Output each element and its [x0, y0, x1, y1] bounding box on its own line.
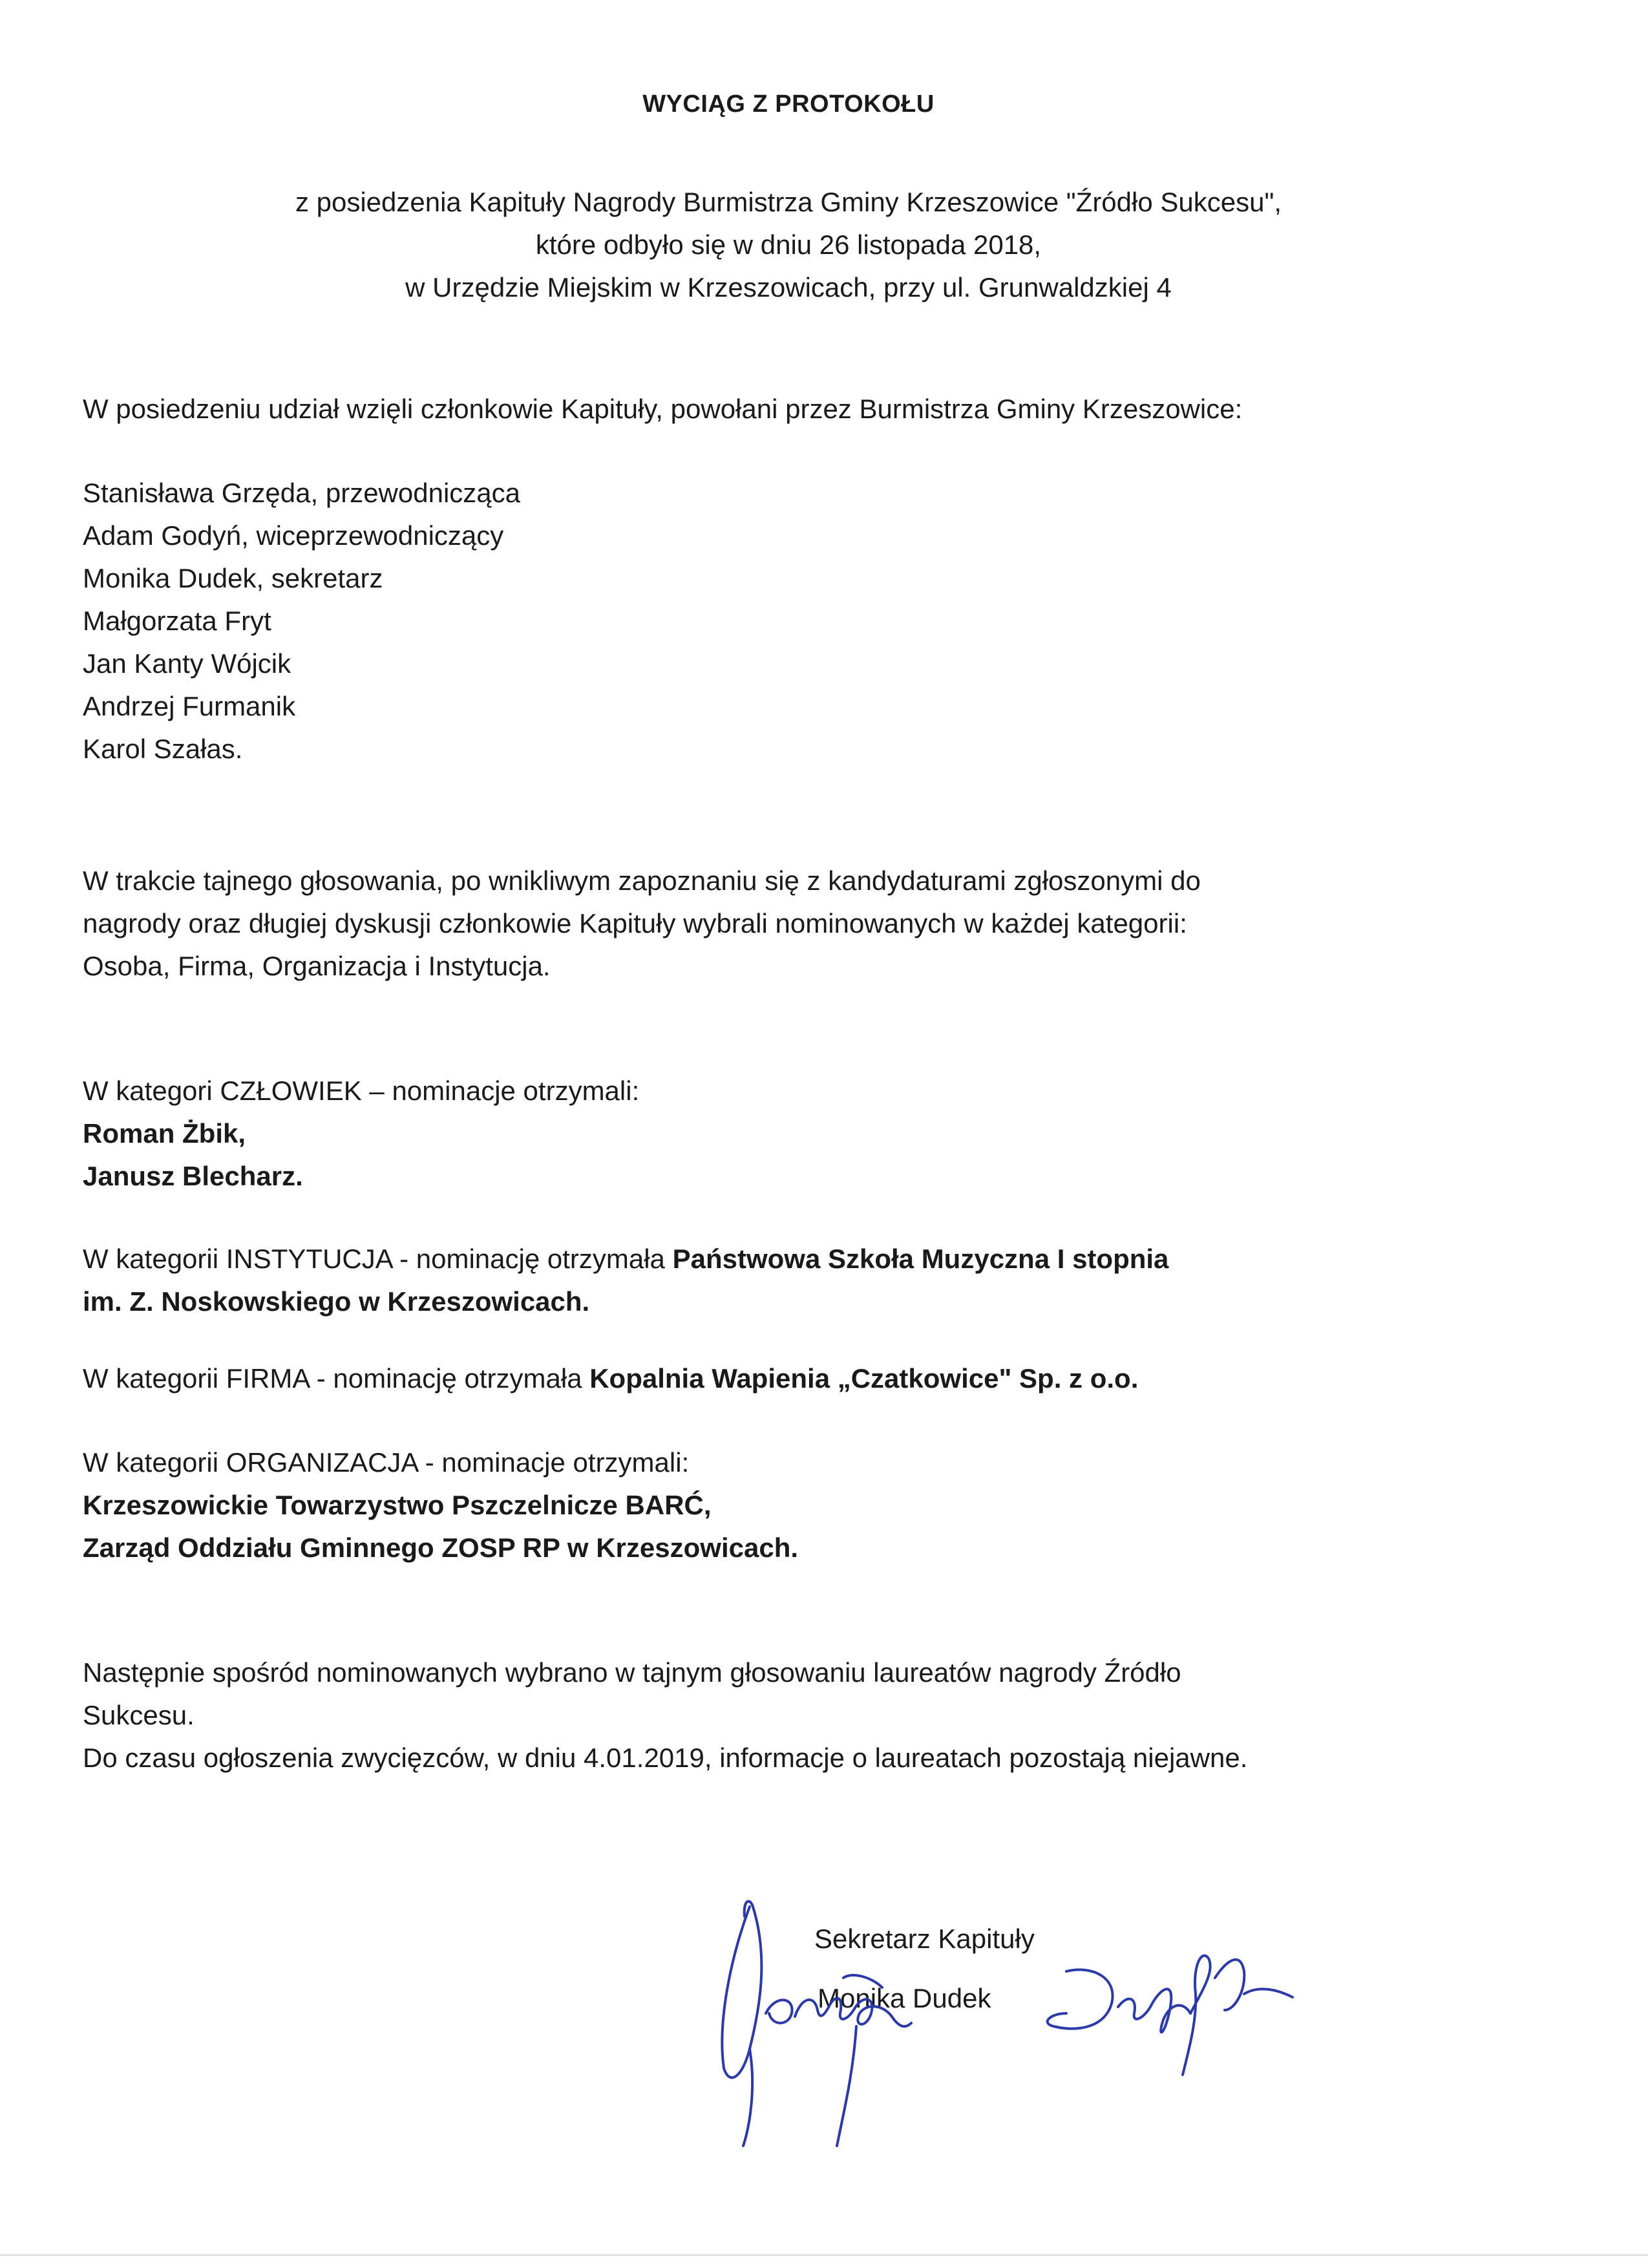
laureaci-line: Do czasu ogłoszenia zwycięzców, w dniu 4.01.2019, informacje o laureatach pozostają niejawne. [83, 1743, 1248, 1773]
nominee: Janusz Blecharz. [83, 1161, 303, 1191]
document-subtitle [0, 181, 1577, 309]
document-title: WYCIĄG Z PROTOKOŁU [642, 90, 935, 118]
member-item: Adam Godyń, wiceprzewodniczący [83, 520, 504, 551]
category-firma [83, 1357, 1517, 1400]
member-item: Stanisława Grzęda, przewodnicząca [83, 478, 521, 508]
category-line [83, 1357, 1517, 1400]
nominee: Roman Żbik, [83, 1118, 246, 1149]
subtitle-line: które odbyło się w dniu 26 listopada 2018, [535, 229, 1042, 260]
category-organizacja [83, 1441, 1517, 1569]
laureaci-line: Następnie spośród nominowanych wybrano w tajnym głosowaniu laureatów nagrody Źródło [83, 1657, 1181, 1688]
member-item: Karol Szałas. [83, 734, 243, 764]
subtitle-line: w Urzędzie Miejskim w Krzeszowicach, przy ul. Grunwaldzkiej 4 [405, 272, 1172, 302]
nominee: Kopalnia Wapienia „Czatkowice" Sp. z o.o. [589, 1363, 1139, 1394]
intro-paragraph [83, 388, 1517, 430]
member-item: Małgorzata Fryt [83, 606, 271, 636]
laureaci-line: Sukcesu. [83, 1700, 195, 1730]
voting-line: Osoba, Firma, Organizacja i Instytucja. [83, 951, 551, 981]
category-label: W kategori CZŁOWIEK – nominacje otrzymali: [83, 1076, 640, 1106]
signature-name: Monika Dudek [818, 1983, 991, 2013]
nominee-continuation: im. Z. Noskowskiego w Krzeszowicach. [83, 1286, 590, 1317]
nominee: Krzeszowickie Towarzystwo Pszczelnicze BARĆ, [83, 1490, 712, 1520]
intro-text: W posiedzeniu udział wzięli członkowie Kapituły, powołani przez Burmistrza Gminy Krzeszowice: [83, 394, 1243, 424]
category-line [83, 1238, 1517, 1280]
subtitle-line: z posiedzenia Kapituły Nagrody Burmistrza Gminy Krzeszowice "Źródło Sukcesu", [295, 187, 1282, 217]
nominee: Zarząd Oddziału Gminnego ZOSP RP w Krzeszowicach. [83, 1532, 799, 1563]
handwritten-signature [704, 1881, 1351, 2152]
category-instytucja [83, 1238, 1517, 1323]
category-label: W kategorii FIRMA - nominację otrzymała [83, 1363, 590, 1394]
member-item: Monika Dudek, sekretarz [83, 563, 383, 593]
voting-line: nagrody oraz długiej dyskusji członkowie Kapituły wybrali nominowanych w każdej kategorii: [83, 908, 1187, 938]
category-label: W kategorii INSTYTUCJA - nominację otrzymała [83, 1244, 673, 1274]
member-item: Andrzej Furmanik [83, 691, 296, 721]
category-czlowiek [83, 1070, 1517, 1198]
signature-block [704, 1881, 1351, 2152]
laureaci-paragraph [83, 1651, 1517, 1779]
voting-paragraph [83, 860, 1517, 988]
member-item: Jan Kanty Wójcik [83, 648, 291, 679]
voting-line: W trakcie tajnego głosowania, po wnikliwym zapoznaniu się z kandydaturami zgłoszonymi do [83, 865, 1201, 896]
scan-edge-divider [0, 2254, 1648, 2256]
category-label: W kategorii ORGANIZACJA - nominacje otrzymali: [83, 1447, 690, 1478]
nominee: Państwowa Szkoła Muzyczna I stopnia [672, 1244, 1169, 1274]
members-list [83, 472, 1517, 770]
signature-role: Sekretarz Kapituły [814, 1924, 1035, 1954]
